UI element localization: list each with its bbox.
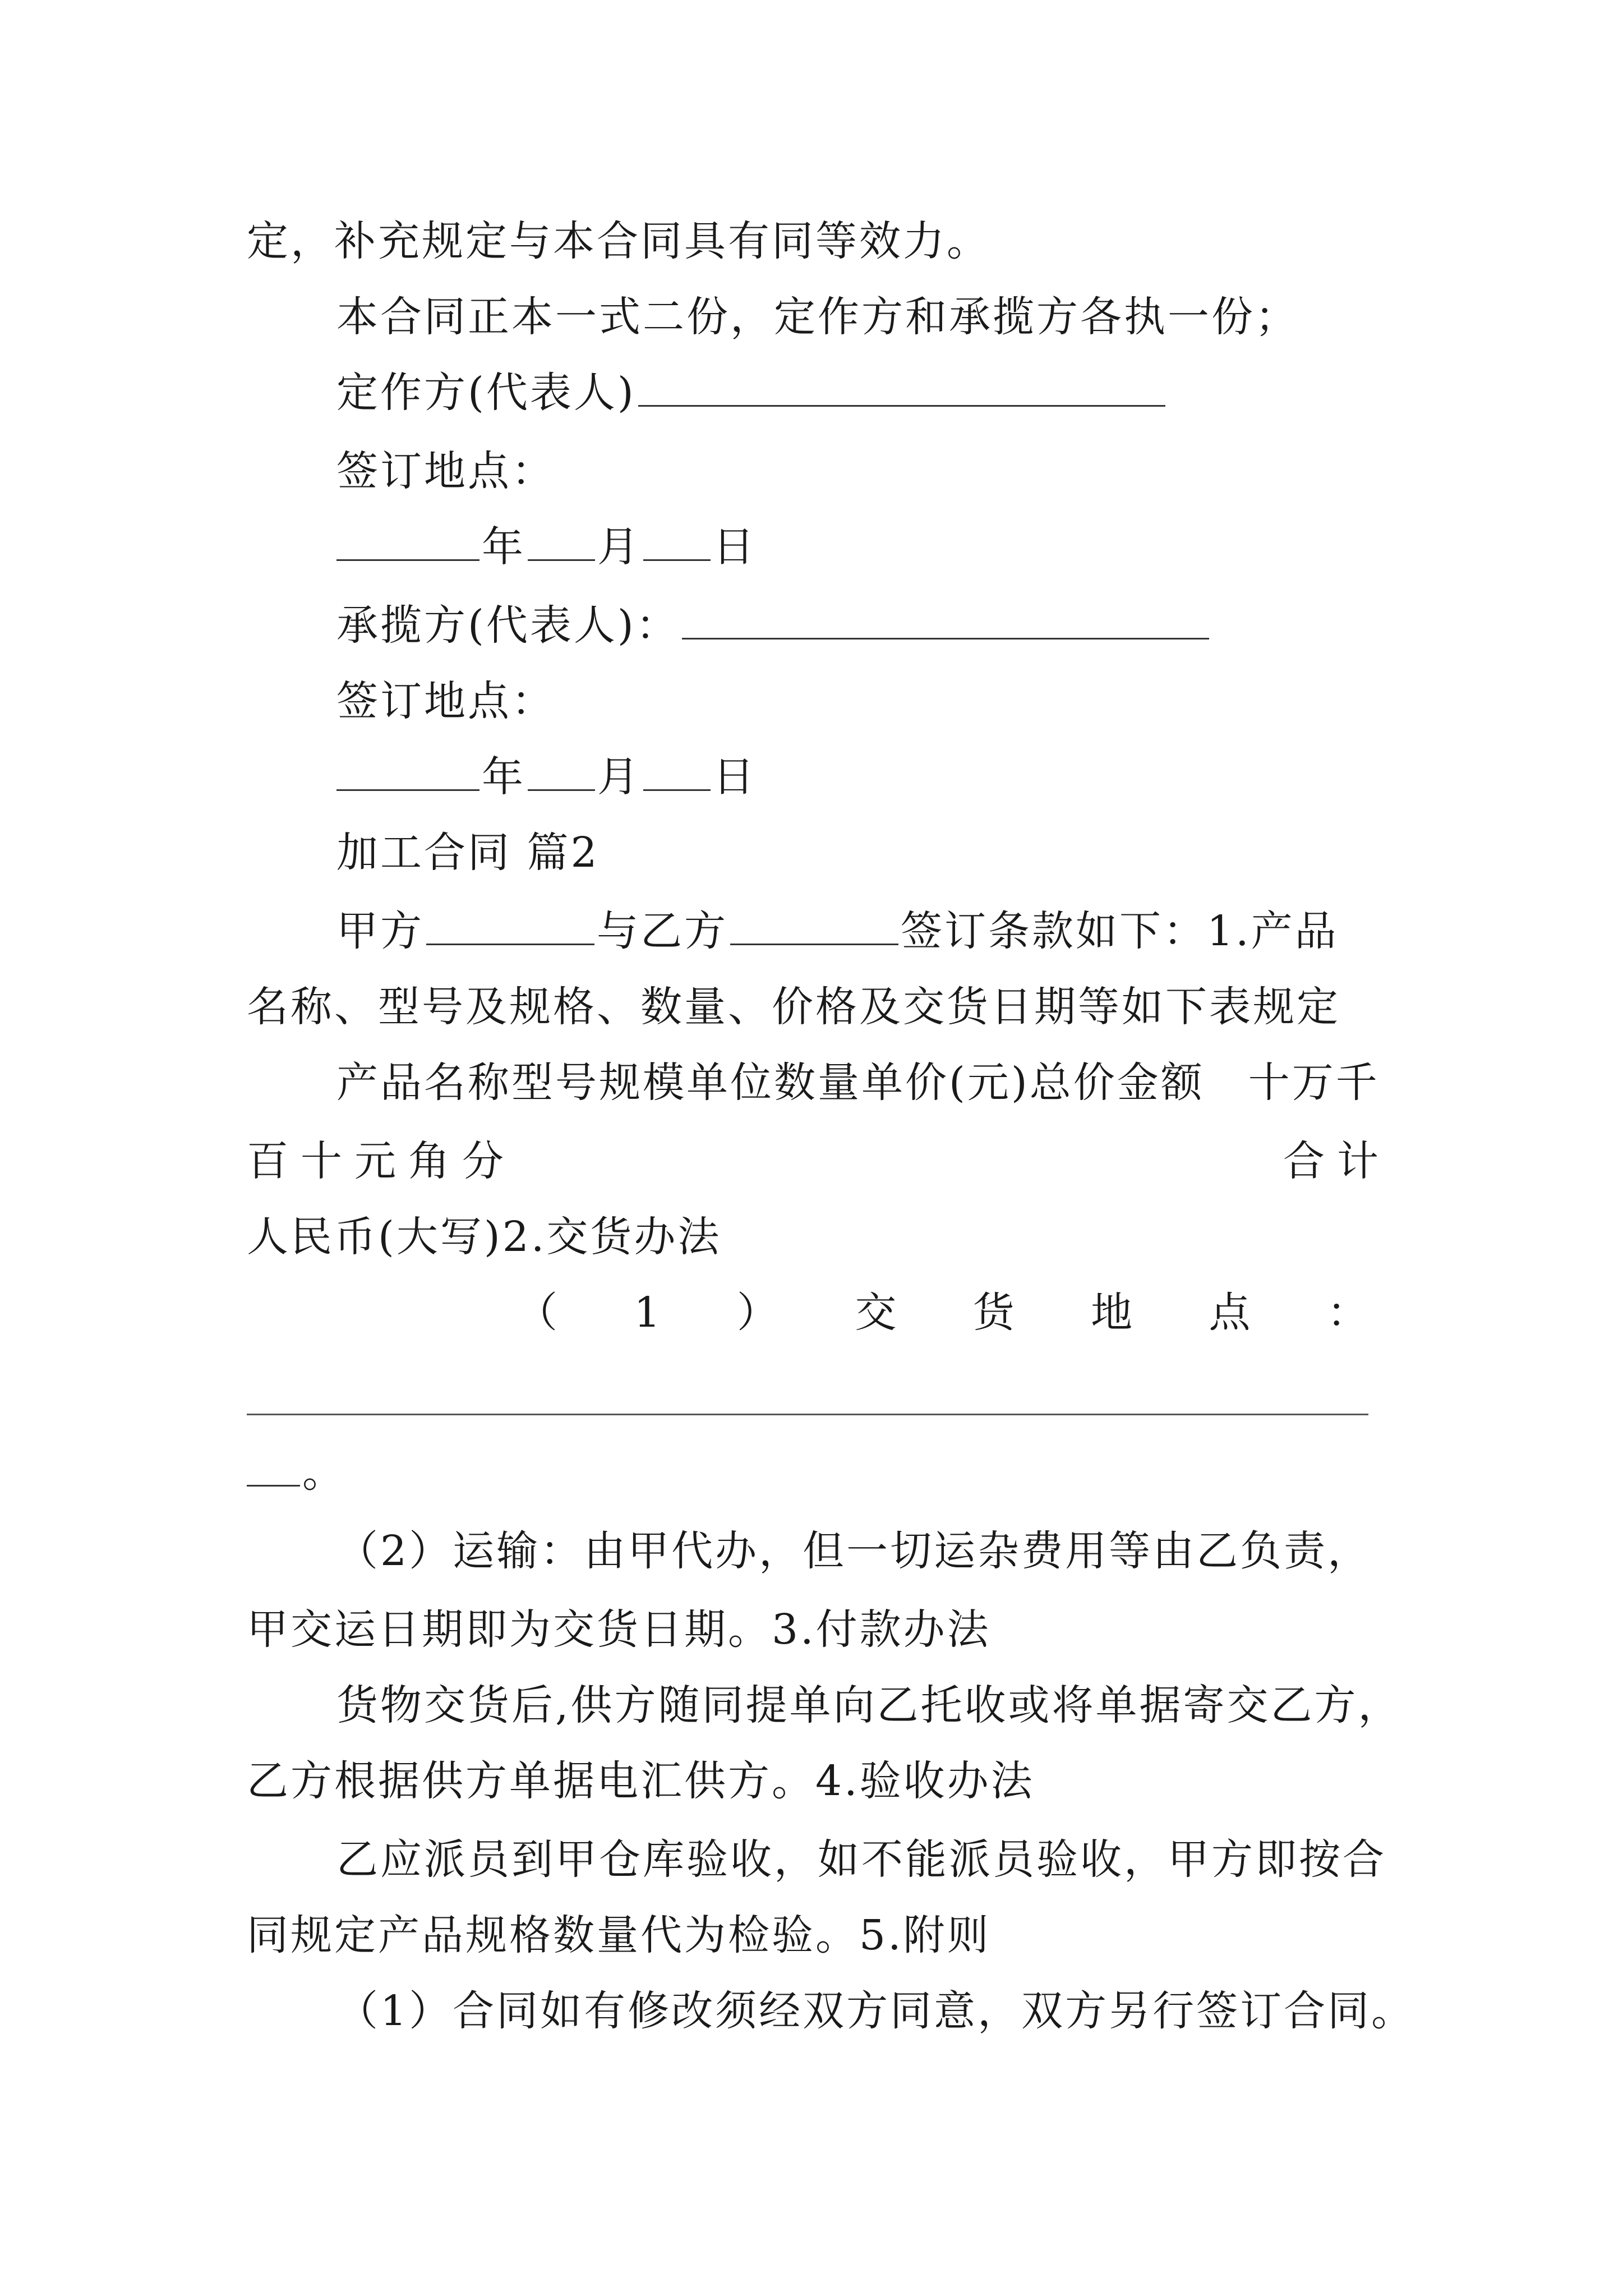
text-line: 签订地点：: [336, 677, 555, 725]
blank-field: [643, 756, 711, 791]
text-line: 货物交货后,供方随同提单向乙托收或将单据寄交乙方，: [336, 1681, 1402, 1729]
party-a-label: 甲方: [336, 907, 424, 955]
text-line: 签订地点：: [336, 447, 555, 495]
text-char: ：: [1326, 1289, 1368, 1337]
blank-field: [730, 910, 898, 945]
delivery-location-line: [516, 1282, 1368, 1343]
blank-field: [643, 526, 711, 561]
text-line: 本合同正本一式二份，定作方和承揽方各执一份；: [336, 293, 1299, 341]
text-fragment: 。: [302, 1448, 346, 1497]
month-label: 月: [597, 753, 641, 801]
day-label: 日: [713, 523, 757, 571]
year-label: 年: [482, 753, 525, 801]
text-char: （: [516, 1289, 557, 1337]
text-line: 甲交运日期即为交货日期。3.付款办法: [247, 1605, 991, 1654]
party-b-label: 与乙方: [597, 907, 728, 955]
text-fragment: 百十元角分: [247, 1137, 516, 1185]
month-label: 月: [597, 523, 641, 571]
blank-field: [528, 526, 595, 561]
contractor-rep-label: 承揽方(代表人)：: [336, 601, 680, 650]
date-line: [336, 746, 757, 808]
blank-field: [682, 604, 1209, 639]
blank-field: [336, 756, 479, 791]
date-line: [336, 516, 757, 578]
text-fragment: 签订条款如下：1.产品: [901, 907, 1339, 955]
text-line: 名称、型号及规格、数量、价格及交货日期等如下表规定: [247, 983, 1340, 1031]
day-label: 日: [713, 753, 757, 801]
parties-line: [336, 900, 1339, 962]
text-line: （2）运输：由甲代办，但一切运杂费用等由乙负责，: [336, 1527, 1372, 1575]
text-line: （1）合同如有修改须经双方同意，双方另行签订合同。: [336, 1987, 1415, 2035]
text-char: 交: [855, 1289, 897, 1337]
blank-field: [247, 1414, 1368, 1415]
text-line: 乙方根据供方单据电汇供方。4.验收办法: [247, 1757, 1035, 1805]
blank-field: [528, 756, 595, 791]
signature-line-client: [336, 362, 1168, 424]
total-label: 合计: [1283, 1137, 1391, 1185]
blank-field: [638, 371, 1165, 407]
signature-line-contractor: [336, 595, 1211, 656]
table-header-line: [247, 1130, 1391, 1192]
blank-field: [247, 1451, 300, 1487]
text-line: 同规定产品规格数量代为检验。5.附则: [247, 1911, 991, 1959]
text-char: 1: [634, 1289, 661, 1337]
text-line: 定，补充规定与本合同具有同等效力。: [247, 217, 990, 265]
blank-field: [426, 910, 594, 945]
text-line: 乙应派员到甲仓库验收，如不能派员验收，甲方即按合: [336, 1835, 1386, 1884]
text-line: [247, 1442, 346, 1503]
year-label: 年: [482, 523, 525, 571]
text-char: 地: [1091, 1289, 1133, 1337]
text-char: 点: [1209, 1289, 1251, 1337]
text-line: 产品名称型号规模单位数量单价(元)总价金额 十万千: [336, 1059, 1380, 1107]
text-line: 人民币(大写)2.交货办法: [247, 1213, 722, 1261]
text-char: ）: [736, 1289, 778, 1337]
client-rep-label: 定作方(代表人): [336, 369, 636, 417]
blank-field: [336, 526, 479, 561]
text-char: 货: [972, 1289, 1015, 1337]
section-heading: 加工合同 篇2: [336, 829, 600, 877]
